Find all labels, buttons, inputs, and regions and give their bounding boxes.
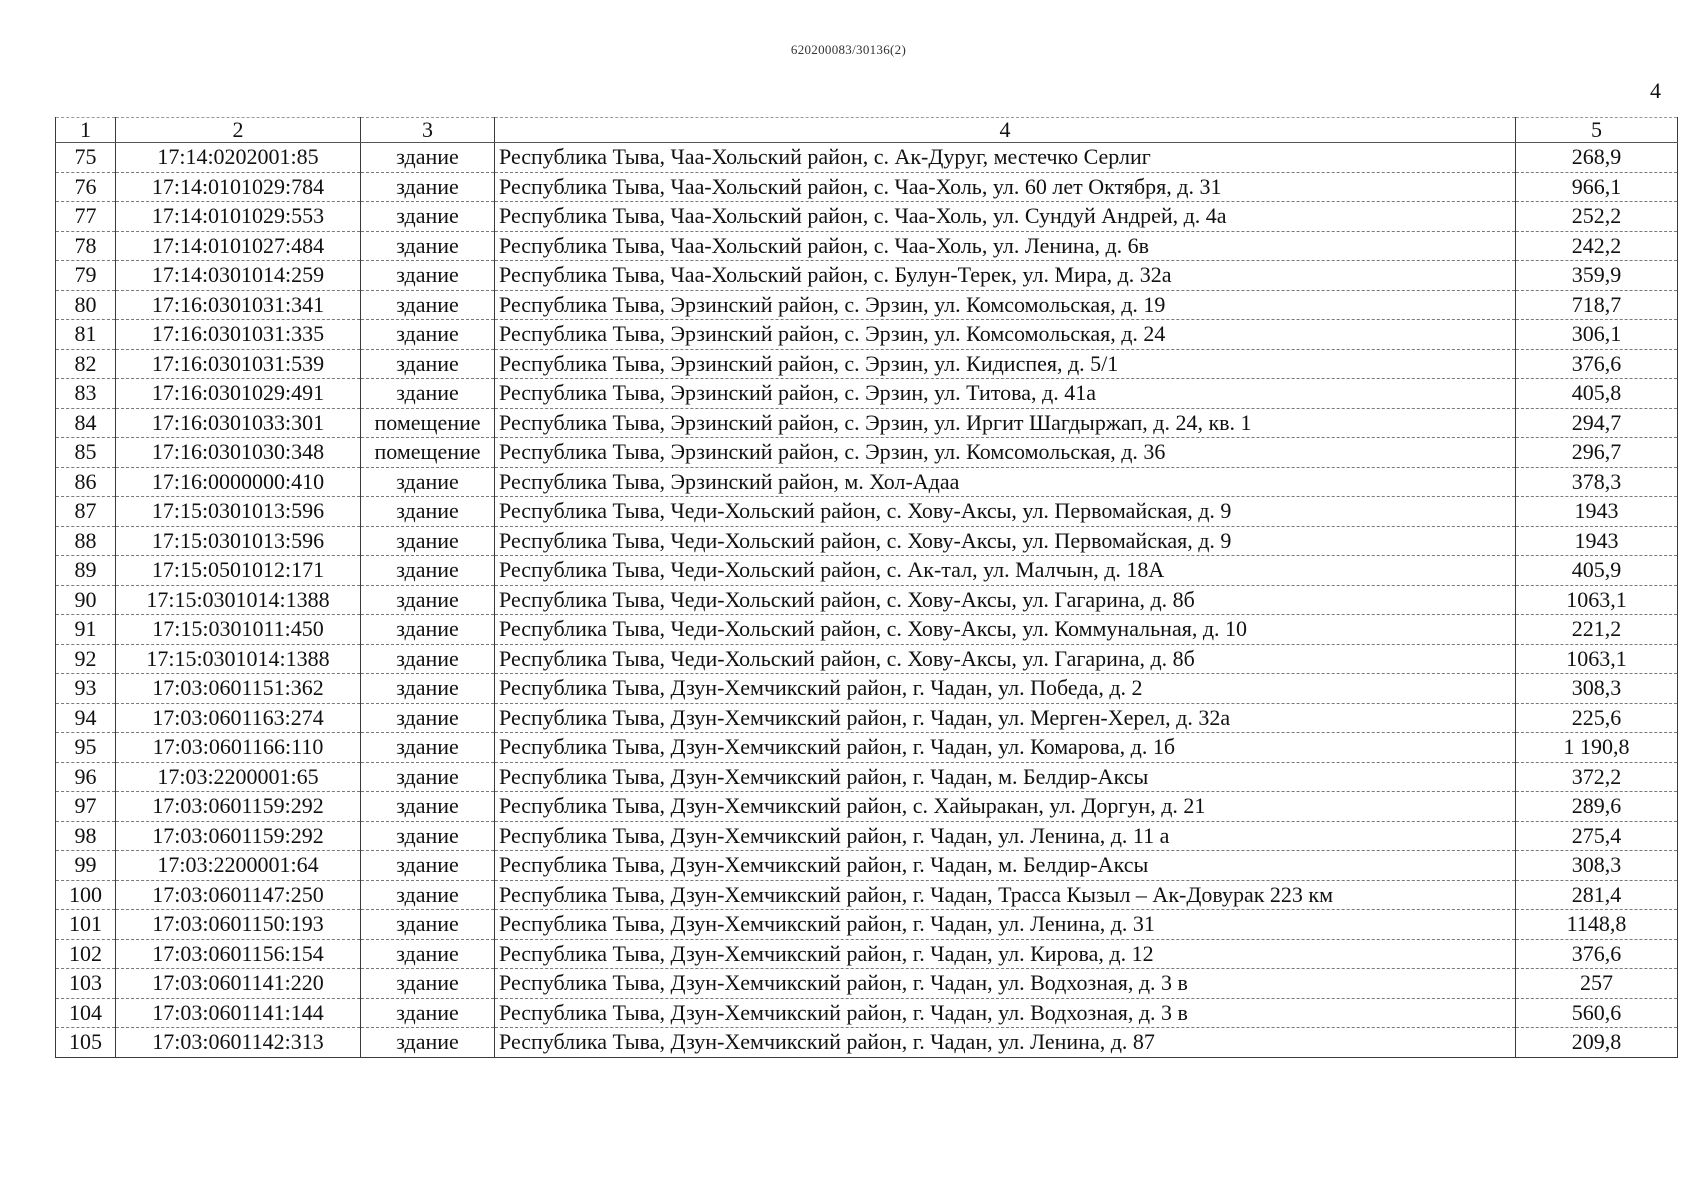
area-cell: 718,7 <box>1516 290 1678 320</box>
address-cell: Республика Тыва, Дзун-Хемчикский район, г. Чадан, ул. Комарова, д. 1б <box>495 733 1516 763</box>
table-row <box>56 674 1678 704</box>
table-row <box>56 615 1678 645</box>
table-row <box>56 526 1678 556</box>
address-cell: Республика Тыва, Дзун-Хемчикский район, г. Чадан, ул. Ленина, д. 11 а <box>495 821 1516 851</box>
address-cell: Республика Тыва, Чеди-Хольский район, с. Хову-Аксы, ул. Первомайская, д. 9 <box>495 526 1516 556</box>
header-col-address: 4 <box>495 118 1516 143</box>
object-type-cell: здание <box>361 880 495 910</box>
row-number-cell: 76 <box>56 172 116 202</box>
object-type-cell: здание <box>361 939 495 969</box>
table-row <box>56 585 1678 615</box>
row-number-cell: 102 <box>56 939 116 969</box>
area-cell: 1 190,8 <box>1516 733 1678 763</box>
address-cell: Республика Тыва, Чаа-Хольский район, с. Чаа-Холь, ул. Ленина, д. 6в <box>495 231 1516 261</box>
area-cell: 294,7 <box>1516 408 1678 438</box>
cadastral-number-cell: 17:16:0301033:301 <box>116 408 361 438</box>
object-type-cell: здание <box>361 851 495 881</box>
address-cell: Республика Тыва, Чаа-Хольский район, с. Ак-Дуруг, местечко Серлиг <box>495 143 1516 173</box>
object-type-cell: здание <box>361 320 495 350</box>
cadastral-number-cell: 17:16:0301029:491 <box>116 379 361 409</box>
row-number-cell: 82 <box>56 349 116 379</box>
row-number-cell: 83 <box>56 379 116 409</box>
address-cell: Республика Тыва, Чеди-Хольский район, с. Хову-Аксы, ул. Гагарина, д. 8б <box>495 585 1516 615</box>
object-type-cell: здание <box>361 497 495 527</box>
address-cell: Республика Тыва, Эрзинский район, с. Эрзин, ул. Иргит Шагдыржап, д. 24, кв. 1 <box>495 408 1516 438</box>
object-type-cell: помещение <box>361 438 495 468</box>
address-cell: Республика Тыва, Дзун-Хемчикский район, г. Чадан, ул. Мерген-Херел, д. 32а <box>495 703 1516 733</box>
row-number-cell: 79 <box>56 261 116 291</box>
header-col-number: 1 <box>56 118 116 143</box>
area-cell: 275,4 <box>1516 821 1678 851</box>
cadastral-number-cell: 17:03:0601141:144 <box>116 998 361 1028</box>
header-col-area: 5 <box>1516 118 1678 143</box>
area-cell: 1063,1 <box>1516 585 1678 615</box>
cadastral-number-cell: 17:16:0301030:348 <box>116 438 361 468</box>
header-col-type: 3 <box>361 118 495 143</box>
object-type-cell: помещение <box>361 408 495 438</box>
row-number-cell: 94 <box>56 703 116 733</box>
cadastral-number-cell: 17:15:0301014:1388 <box>116 585 361 615</box>
cadastral-number-cell: 17:15:0301014:1388 <box>116 644 361 674</box>
cadastral-number-cell: 17:16:0000000:410 <box>116 467 361 497</box>
row-number-cell: 90 <box>56 585 116 615</box>
area-cell: 308,3 <box>1516 674 1678 704</box>
row-number-cell: 104 <box>56 998 116 1028</box>
object-type-cell: здание <box>361 762 495 792</box>
area-cell: 225,6 <box>1516 703 1678 733</box>
area-cell: 306,1 <box>1516 320 1678 350</box>
table-row <box>56 939 1678 969</box>
address-cell: Республика Тыва, Эрзинский район, с. Эрзин, ул. Кидиспея, д. 5/1 <box>495 349 1516 379</box>
table-row <box>56 969 1678 999</box>
address-cell: Республика Тыва, Дзун-Хемчикский район, с. Хайыракан, ул. Доргун, д. 21 <box>495 792 1516 822</box>
area-cell: 281,4 <box>1516 880 1678 910</box>
address-cell: Республика Тыва, Дзун-Хемчикский район, г. Чадан, ул. Ленина, д. 87 <box>495 1028 1516 1058</box>
address-cell: Республика Тыва, Эрзинский район, с. Эрзин, ул. Комсомольская, д. 24 <box>495 320 1516 350</box>
area-cell: 359,9 <box>1516 261 1678 291</box>
address-cell: Республика Тыва, Чеди-Хольский район, с. Хову-Аксы, ул. Гагарина, д. 8б <box>495 644 1516 674</box>
cadastral-number-cell: 17:03:0601166:110 <box>116 733 361 763</box>
object-type-cell: здание <box>361 1028 495 1058</box>
row-number-cell: 105 <box>56 1028 116 1058</box>
row-number-cell: 93 <box>56 674 116 704</box>
object-type-cell: здание <box>361 792 495 822</box>
object-type-cell: здание <box>361 261 495 291</box>
object-type-cell: здание <box>361 998 495 1028</box>
cadastral-number-cell: 17:15:0501012:171 <box>116 556 361 586</box>
table-row <box>56 349 1678 379</box>
row-number-cell: 80 <box>56 290 116 320</box>
cadastral-number-cell: 17:14:0202001:85 <box>116 143 361 173</box>
object-type-cell: здание <box>361 821 495 851</box>
object-type-cell: здание <box>361 202 495 232</box>
address-cell: Республика Тыва, Дзун-Хемчикский район, г. Чадан, Трасса Кызыл – Ак-Довурак 223 км <box>495 880 1516 910</box>
table-row <box>56 408 1678 438</box>
row-number-cell: 77 <box>56 202 116 232</box>
object-type-cell: здание <box>361 467 495 497</box>
object-type-cell: здание <box>361 556 495 586</box>
address-cell: Республика Тыва, Эрзинский район, с. Эрзин, ул. Комсомольская, д. 19 <box>495 290 1516 320</box>
area-cell: 405,9 <box>1516 556 1678 586</box>
table-row <box>56 851 1678 881</box>
table-row <box>56 497 1678 527</box>
cadastral-number-cell: 17:14:0101029:784 <box>116 172 361 202</box>
object-type-cell: здание <box>361 969 495 999</box>
row-number-cell: 84 <box>56 408 116 438</box>
table-row <box>56 1028 1678 1058</box>
area-cell: 209,8 <box>1516 1028 1678 1058</box>
object-type-cell: здание <box>361 172 495 202</box>
table-row <box>56 556 1678 586</box>
table-row <box>56 290 1678 320</box>
table-row <box>56 762 1678 792</box>
table-row <box>56 821 1678 851</box>
cadastral-number-cell: 17:03:0601141:220 <box>116 969 361 999</box>
row-number-cell: 101 <box>56 910 116 940</box>
table-row <box>56 143 1678 173</box>
address-cell: Республика Тыва, Дзун-Хемчикский район, г. Чадан, м. Белдир-Аксы <box>495 851 1516 881</box>
cadastral-number-cell: 17:03:0601150:193 <box>116 910 361 940</box>
table-row <box>56 202 1678 232</box>
row-number-cell: 99 <box>56 851 116 881</box>
table-row <box>56 379 1678 409</box>
row-number-cell: 96 <box>56 762 116 792</box>
address-cell: Республика Тыва, Дзун-Хемчикский район, г. Чадан, ул. Водхозная, д. 3 в <box>495 998 1516 1028</box>
table-row <box>56 438 1678 468</box>
cadastral-number-cell: 17:03:0601147:250 <box>116 880 361 910</box>
cadastral-number-cell: 17:16:0301031:341 <box>116 290 361 320</box>
cadastral-number-cell: 17:03:0601156:154 <box>116 939 361 969</box>
cadastral-number-cell: 17:15:0301013:596 <box>116 526 361 556</box>
area-cell: 1063,1 <box>1516 644 1678 674</box>
row-number-cell: 103 <box>56 969 116 999</box>
table-row <box>56 261 1678 291</box>
object-type-cell: здание <box>361 379 495 409</box>
table-row <box>56 231 1678 261</box>
area-cell: 296,7 <box>1516 438 1678 468</box>
cadastral-number-cell: 17:16:0301031:539 <box>116 349 361 379</box>
address-cell: Республика Тыва, Чеди-Хольский район, с. Хову-Аксы, ул. Коммунальная, д. 10 <box>495 615 1516 645</box>
address-cell: Республика Тыва, Дзун-Хемчикский район, г. Чадан, ул. Кирова, д. 12 <box>495 939 1516 969</box>
area-cell: 372,2 <box>1516 762 1678 792</box>
cadastral-number-cell: 17:03:0601159:292 <box>116 821 361 851</box>
table-row <box>56 792 1678 822</box>
table-row <box>56 467 1678 497</box>
cadastral-number-cell: 17:15:0301011:450 <box>116 615 361 645</box>
row-number-cell: 78 <box>56 231 116 261</box>
table-row <box>56 320 1678 350</box>
object-type-cell: здание <box>361 290 495 320</box>
object-type-cell: здание <box>361 615 495 645</box>
address-cell: Республика Тыва, Чаа-Хольский район, с. Чаа-Холь, ул. Сундуй Андрей, д. 4а <box>495 202 1516 232</box>
header-col-cadastral: 2 <box>116 118 361 143</box>
address-cell: Республика Тыва, Эрзинский район, с. Эрзин, ул. Комсомольская, д. 36 <box>495 438 1516 468</box>
address-cell: Республика Тыва, Чаа-Хольский район, с. Чаа-Холь, ул. 60 лет Октября, д. 31 <box>495 172 1516 202</box>
cadastral-number-cell: 17:16:0301031:335 <box>116 320 361 350</box>
cadastral-number-cell: 17:03:2200001:65 <box>116 762 361 792</box>
address-cell: Республика Тыва, Чаа-Хольский район, с. Булун-Терек, ул. Мира, д. 32а <box>495 261 1516 291</box>
object-type-cell: здание <box>361 703 495 733</box>
area-cell: 221,2 <box>1516 615 1678 645</box>
row-number-cell: 100 <box>56 880 116 910</box>
table-row <box>56 998 1678 1028</box>
area-cell: 257 <box>1516 969 1678 999</box>
table-row <box>56 880 1678 910</box>
address-cell: Республика Тыва, Чеди-Хольский район, с. Хову-Аксы, ул. Первомайская, д. 9 <box>495 497 1516 527</box>
table-row <box>56 733 1678 763</box>
table-header-row <box>56 118 1678 143</box>
row-number-cell: 75 <box>56 143 116 173</box>
row-number-cell: 92 <box>56 644 116 674</box>
row-number-cell: 87 <box>56 497 116 527</box>
table-row <box>56 703 1678 733</box>
area-cell: 405,8 <box>1516 379 1678 409</box>
object-type-cell: здание <box>361 143 495 173</box>
area-cell: 289,6 <box>1516 792 1678 822</box>
object-type-cell: здание <box>361 733 495 763</box>
area-cell: 308,3 <box>1516 851 1678 881</box>
object-type-cell: здание <box>361 349 495 379</box>
object-type-cell: здание <box>361 644 495 674</box>
area-cell: 1943 <box>1516 497 1678 527</box>
row-number-cell: 81 <box>56 320 116 350</box>
address-cell: Республика Тыва, Эрзинский район, м. Хол-Адаа <box>495 467 1516 497</box>
object-type-cell: здание <box>361 231 495 261</box>
row-number-cell: 85 <box>56 438 116 468</box>
area-cell: 560,6 <box>1516 998 1678 1028</box>
cadastral-number-cell: 17:14:0101027:484 <box>116 231 361 261</box>
area-cell: 1943 <box>1516 526 1678 556</box>
document-code: 620200083/30136(2) <box>790 42 907 57</box>
cadastral-number-cell: 17:14:0101029:553 <box>116 202 361 232</box>
area-cell: 1148,8 <box>1516 910 1678 940</box>
row-number-cell: 95 <box>56 733 116 763</box>
area-cell: 252,2 <box>1516 202 1678 232</box>
address-cell: Республика Тыва, Дзун-Хемчикский район, г. Чадан, ул. Водхозная, д. 3 в <box>495 969 1516 999</box>
address-cell: Республика Тыва, Чеди-Хольский район, с. Ак-тал, ул. Малчын, д. 18А <box>495 556 1516 586</box>
object-type-cell: здание <box>361 910 495 940</box>
object-type-cell: здание <box>361 526 495 556</box>
table-row <box>56 910 1678 940</box>
object-type-cell: здание <box>361 674 495 704</box>
area-cell: 376,6 <box>1516 939 1678 969</box>
property-registry-table <box>55 117 1678 1058</box>
area-cell: 242,2 <box>1516 231 1678 261</box>
row-number-cell: 86 <box>56 467 116 497</box>
object-type-cell: здание <box>361 585 495 615</box>
area-cell: 376,6 <box>1516 349 1678 379</box>
row-number-cell: 91 <box>56 615 116 645</box>
table-row <box>56 644 1678 674</box>
cadastral-number-cell: 17:03:0601163:274 <box>116 703 361 733</box>
row-number-cell: 89 <box>56 556 116 586</box>
cadastral-number-cell: 17:03:0601151:362 <box>116 674 361 704</box>
page-number: 4 <box>1650 78 1661 103</box>
address-cell: Республика Тыва, Дзун-Хемчикский район, г. Чадан, м. Белдир-Аксы <box>495 762 1516 792</box>
table-body <box>56 143 1678 1058</box>
row-number-cell: 88 <box>56 526 116 556</box>
area-cell: 966,1 <box>1516 172 1678 202</box>
cadastral-number-cell: 17:14:0301014:259 <box>116 261 361 291</box>
address-cell: Республика Тыва, Эрзинский район, с. Эрзин, ул. Титова, д. 41а <box>495 379 1516 409</box>
cadastral-number-cell: 17:15:0301013:596 <box>116 497 361 527</box>
area-cell: 268,9 <box>1516 143 1678 173</box>
area-cell: 378,3 <box>1516 467 1678 497</box>
table-row <box>56 172 1678 202</box>
cadastral-number-cell: 17:03:0601159:292 <box>116 792 361 822</box>
row-number-cell: 97 <box>56 792 116 822</box>
row-number-cell: 98 <box>56 821 116 851</box>
address-cell: Республика Тыва, Дзун-Хемчикский район, г. Чадан, ул. Ленина, д. 31 <box>495 910 1516 940</box>
cadastral-number-cell: 17:03:2200001:64 <box>116 851 361 881</box>
address-cell: Республика Тыва, Дзун-Хемчикский район, г. Чадан, ул. Победа, д. 2 <box>495 674 1516 704</box>
cadastral-number-cell: 17:03:0601142:313 <box>116 1028 361 1058</box>
